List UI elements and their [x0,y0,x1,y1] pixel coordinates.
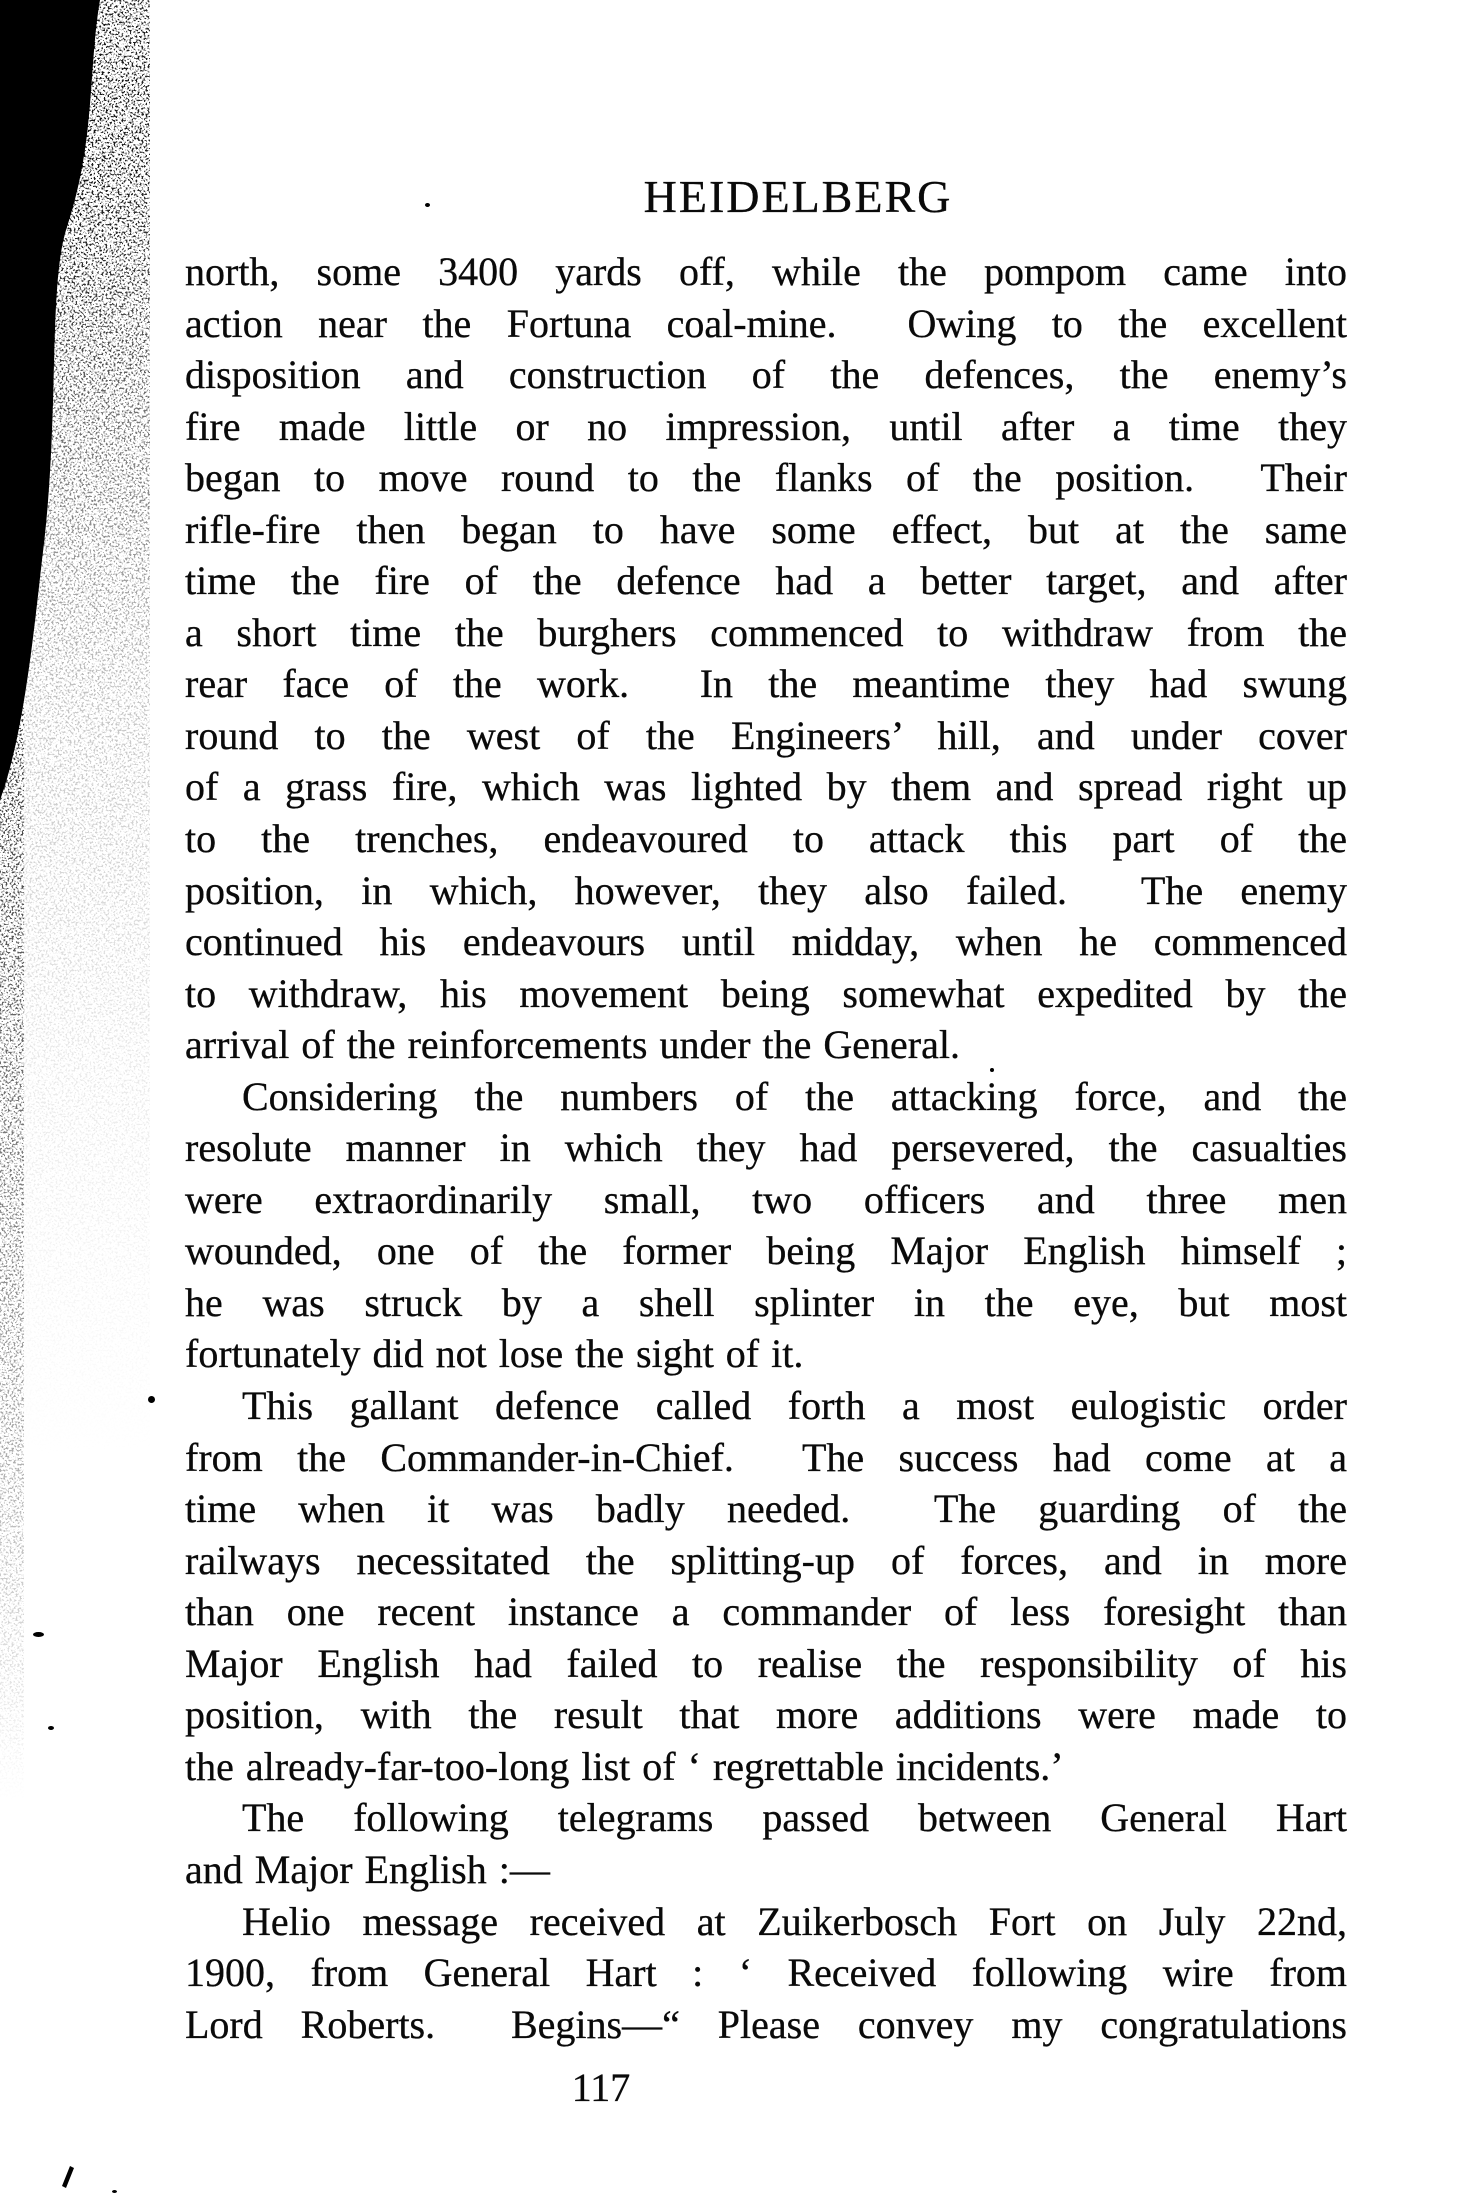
bottom-stray-mark [62,2166,74,2188]
running-header [185,170,1347,223]
text-line: fortunately did not lose the sight of it. [185,1331,804,1377]
text-line: rifle-fire then began to have some effect, but at the same [185,506,1347,552]
running-header-text: HEIDELBERG [643,171,953,222]
text-line: were extraordinarily small, two officers and three men [185,1176,1347,1222]
text-line: Major English had failed to realise the responsibility of his [185,1640,1347,1686]
text-line: rear face of the work. In the meantime they had swung [185,661,1347,707]
text-line: north, some 3400 yards off, while the pompom came into [185,249,1347,294]
text-line: position, with the result that more additions were made to [185,1692,1347,1738]
scan-binding-noise [0,0,150,2205]
ink-speck [48,1726,54,1730]
text-line: time when it was badly needed. The guarding of the [185,1486,1347,1532]
text-line: 1900, from General Hart : ‘ Received following wire from [185,1950,1347,1996]
text-line: a short time the burghers commenced to withdraw from the [185,609,1347,655]
ink-speck [425,203,430,207]
text-line: the already-far-too-long list of ‘ regrettable incidents.’ [185,1743,1064,1789]
ink-speck [33,1632,44,1637]
text-line: Helio message received at Zuikerbosch Fort on July 22nd, [242,1898,1347,1944]
text-line: Lord Roberts. Begins—“ Please convey my congratulations [185,2001,1347,2047]
body-text [185,246,1347,2050]
text-line: wounded, one of the former being Major English himself ; [185,1228,1347,1274]
text-line: This gallant defence called forth a most eulogistic order [242,1383,1347,1429]
text-line: to withdraw, his movement being somewhat expedited by the [185,970,1347,1016]
text-line: The following telegrams passed between General Hart [242,1795,1347,1841]
text-line: railways necessitated the splitting-up of forces, and in more [185,1537,1347,1583]
text-line: disposition and construction of the defences, the enemy’s [185,352,1347,398]
text-line: arrival of the reinforcements under the General. [185,1022,960,1068]
ink-speck [148,1396,155,1403]
text-line: he was struck by a shell splinter in the eye, but most [185,1279,1347,1325]
text-line: round to the west of the Engineers’ hill, and under cover [185,712,1347,758]
text-line: action near the Fortuna coal-mine. Owing to the excellent [185,300,1347,346]
page-number [185,2064,1347,2111]
text-line: than one recent instance a commander of less foresight than [185,1589,1347,1635]
text-line: time the fire of the defence had a better target, and after [185,558,1347,604]
binding-shadow-blob [0,0,100,800]
page-number-text: 117 [571,2065,631,2110]
ink-speck [112,2190,117,2193]
text-line: began to move round to the flanks of the position. Their [185,455,1347,501]
text-line: position, in which, however, they also failed. The enemy [185,867,1347,913]
text-line: of a grass fire, which was lighted by them and spread right up [185,764,1347,810]
text-line: fire made little or no impression, until after a time they [185,403,1347,449]
text-line: resolute manner in which they had persevered, the casualties [185,1125,1347,1171]
text-line: and Major English :— [185,1846,550,1892]
text-line: to the trenches, endeavoured to attack this part of the [185,816,1347,862]
text-line: Considering the numbers of the attacking force, and the [242,1073,1347,1119]
text-line: from the Commander-in-Chief. The success had come at a [185,1434,1347,1480]
ink-speck [990,1068,994,1072]
text-line: continued his endeavours until midday, when he commenced [185,919,1347,965]
